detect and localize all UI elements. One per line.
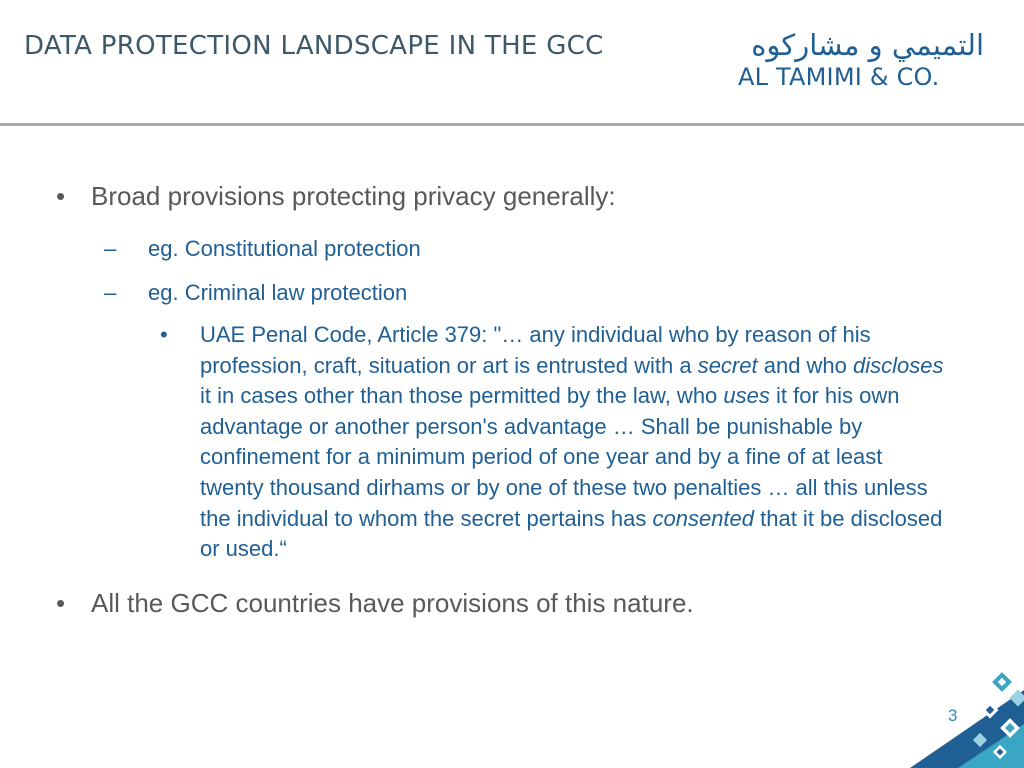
emphasis-discloses: discloses xyxy=(853,352,944,378)
logo-arabic-text: التميمي و مشاركوه xyxy=(751,28,984,62)
dash-icon: – xyxy=(104,236,117,261)
dash-icon: – xyxy=(104,280,117,305)
emphasis-uses: uses xyxy=(723,383,770,409)
bullet-text: Broad provisions protecting privacy generally: xyxy=(91,181,616,211)
bullet-icon: • xyxy=(160,322,168,347)
geometric-pattern-decoration xyxy=(910,668,1024,768)
page-number: 3 xyxy=(948,706,958,725)
bullet-text: All the GCC countries have provisions of this nature. xyxy=(91,588,694,618)
sub-item-text: eg. Criminal law protection xyxy=(148,280,408,305)
sub-item-text: eg. Constitutional protection xyxy=(148,236,421,261)
emphasis-consented: consented xyxy=(652,505,755,531)
emphasis-secret: secret xyxy=(697,352,758,378)
bullet-icon: • xyxy=(56,181,66,211)
penal-code-quote-item xyxy=(160,320,950,565)
bullet-icon: • xyxy=(56,588,66,618)
slide-title: DATA PROTECTION LANDSCAPE IN THE GCC xyxy=(24,31,604,61)
penal-code-quote-text: UAE Penal Code, Article 379: "… any individual who by reason of his profession, craft, situation or art is entrusted with a secret and who discloses it in cases other than those permitted by the law, who uses it for his own advantage or another person's advantage … Shall be punishable by confinement for a minimum period of one year and by a fine of at least twenty thousand dirhams or by one of these two penalties … all this unless the individual to whom the secret pertains has consented that it be disclosed or used.“ xyxy=(200,322,944,562)
logo-english-text: AL TAMIMI & CO. xyxy=(738,63,940,91)
